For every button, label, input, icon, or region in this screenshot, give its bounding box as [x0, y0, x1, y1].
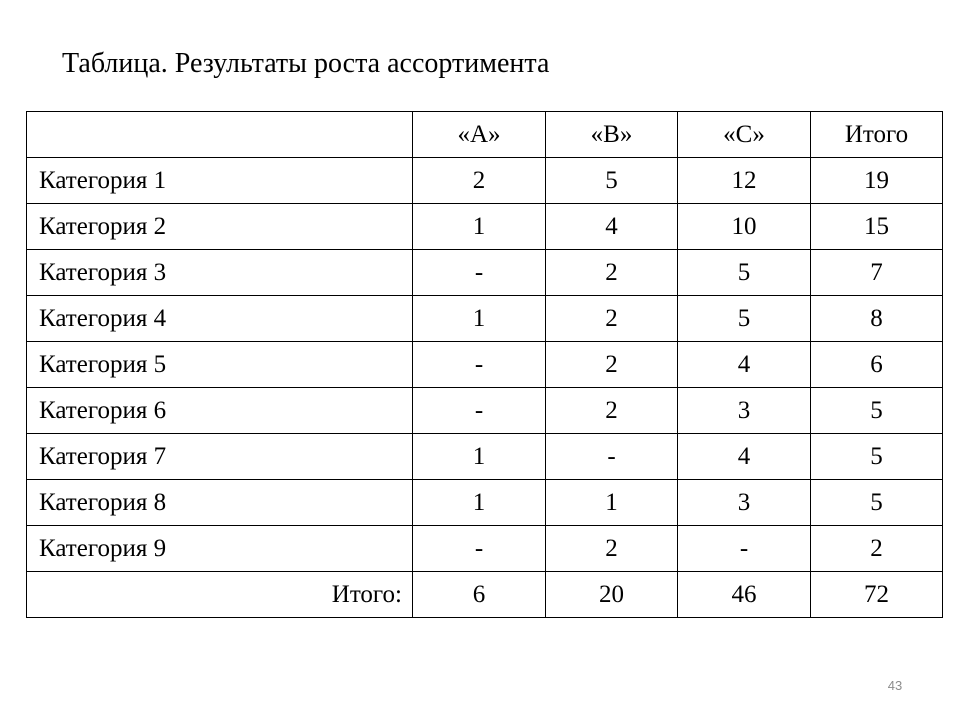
cell-a: 1	[413, 480, 546, 526]
header-corner-cell	[27, 112, 413, 158]
cell-c: 3	[678, 480, 811, 526]
header-cell-a: «А»	[413, 112, 546, 158]
slide-title: Таблица. Результаты роста ассортимента	[62, 48, 550, 79]
row-label: Категория 4	[27, 296, 413, 342]
table-row	[27, 204, 943, 250]
row-label: Категория 6	[27, 388, 413, 434]
table-row	[27, 250, 943, 296]
header-cell-b: «В»	[546, 112, 678, 158]
cell-total: 6	[811, 342, 943, 388]
table-row	[27, 526, 943, 572]
table-row	[27, 480, 943, 526]
cell-a: 1	[413, 296, 546, 342]
table-row	[27, 388, 943, 434]
table-row	[27, 434, 943, 480]
table-row	[27, 158, 943, 204]
header-cell-c: «С»	[678, 112, 811, 158]
cell-c: 3	[678, 388, 811, 434]
cell-b: 5	[546, 158, 678, 204]
header-cell-total: Итого	[811, 112, 943, 158]
cell-b: 2	[546, 250, 678, 296]
cell-b: 2	[546, 526, 678, 572]
cell-b: 2	[546, 342, 678, 388]
row-label: Категория 5	[27, 342, 413, 388]
row-label: Категория 3	[27, 250, 413, 296]
cell-a: 1	[413, 434, 546, 480]
total-cell-b: 20	[546, 572, 678, 618]
cell-c: 10	[678, 204, 811, 250]
cell-a: -	[413, 250, 546, 296]
table-row	[27, 342, 943, 388]
cell-total: 2	[811, 526, 943, 572]
row-label: Категория 7	[27, 434, 413, 480]
page-number: 43	[887, 678, 903, 693]
cell-total: 7	[811, 250, 943, 296]
cell-a: -	[413, 388, 546, 434]
table-row	[27, 296, 943, 342]
table-header-row	[27, 112, 943, 158]
row-label: Категория 9	[27, 526, 413, 572]
cell-total: 5	[811, 434, 943, 480]
cell-c: 4	[678, 342, 811, 388]
cell-b: 2	[546, 388, 678, 434]
assortment-table	[26, 111, 943, 618]
cell-c: -	[678, 526, 811, 572]
total-row-label: Итого:	[27, 572, 413, 618]
cell-a: 1	[413, 204, 546, 250]
cell-b: 2	[546, 296, 678, 342]
cell-total: 15	[811, 204, 943, 250]
row-label: Категория 8	[27, 480, 413, 526]
cell-c: 5	[678, 296, 811, 342]
cell-b: -	[546, 434, 678, 480]
total-cell-a: 6	[413, 572, 546, 618]
cell-a: -	[413, 526, 546, 572]
table-total-row	[27, 572, 943, 618]
row-label: Категория 1	[27, 158, 413, 204]
total-cell-c: 46	[678, 572, 811, 618]
cell-total: 8	[811, 296, 943, 342]
cell-a: -	[413, 342, 546, 388]
row-label: Категория 2	[27, 204, 413, 250]
cell-c: 12	[678, 158, 811, 204]
total-cell-total: 72	[811, 572, 943, 618]
cell-b: 1	[546, 480, 678, 526]
cell-total: 5	[811, 480, 943, 526]
cell-c: 4	[678, 434, 811, 480]
cell-total: 5	[811, 388, 943, 434]
cell-c: 5	[678, 250, 811, 296]
cell-a: 2	[413, 158, 546, 204]
cell-total: 19	[811, 158, 943, 204]
cell-b: 4	[546, 204, 678, 250]
